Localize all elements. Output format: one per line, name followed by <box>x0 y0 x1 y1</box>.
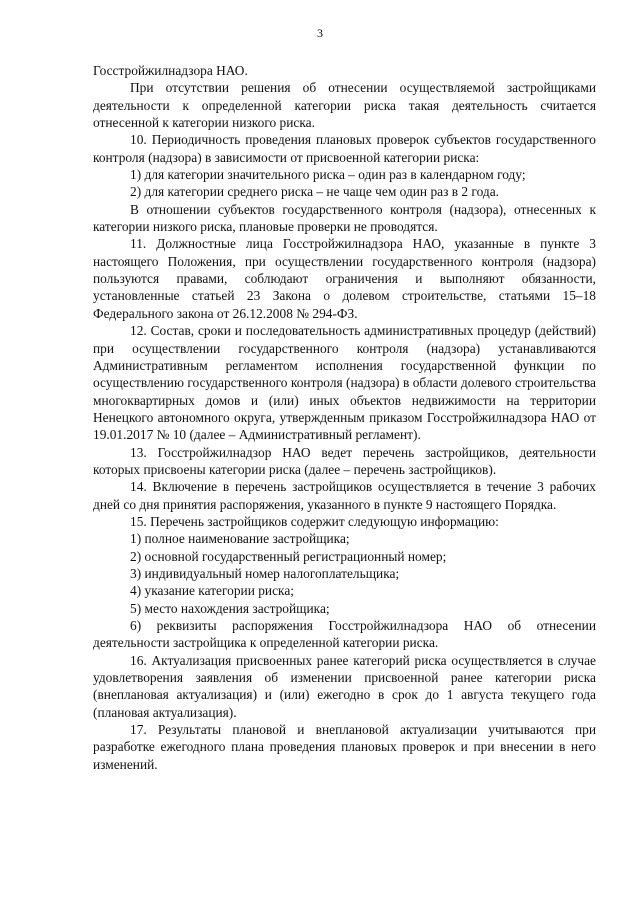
paragraph-continuation: Госстройжилнадзора НАО. <box>93 63 248 78</box>
paragraph-17-results: 17. Результаты плановой и внеплановой актуализации учитываются при разработке ежегодного плана проведения плановых проверок и при внесении в него изменений. <box>93 722 596 772</box>
page-number: 3 <box>317 26 323 40</box>
list-item-tax-id: 3) индивидуальный номер налогоплательщика; <box>130 565 400 581</box>
paragraph-14-inclusion: 14. Включение в перечень застройщиков осуществляется в течение 3 рабочих дней со дня принятия распоряжения, указанного в пункте 9 настоящего Порядка. <box>93 479 596 512</box>
list-item-location: 5) место нахождения застройщика; <box>130 600 330 616</box>
paragraph-15-list-contents: 15. Перечень застройщиков содержит следующую информацию: <box>130 513 499 529</box>
list-item-registration-number: 2) основной государственный регистрационный номер; <box>130 548 447 564</box>
list-item-order-details: 6) реквизиты распоряжения Госстройжилнадзора НАО об отнесении деятельности застройщика к определенной категории риска. <box>93 618 596 651</box>
list-item-medium-risk: 2) для категории среднего риска – не чаще чем один раз в 2 года. <box>130 184 499 200</box>
document-body <box>93 62 596 773</box>
list-item-significant-risk: 1) для категории значительного риска – один раз в календарном году; <box>130 167 526 183</box>
paragraph-default-low-risk: При отсутствии решения об отнесении осуществляемой застройщиками деятельности к определенной категории риска такая деятельность считается отнесенной к категории низкого риска. <box>93 80 596 131</box>
paragraph-12-administrative-regulation: 12. Состав, сроки и последовательность административных процедур (действий) при осуществлении государственного контроля (надзора) устанавливаются Административным регламентом исполнения государственной функции по осуществлению государственного контроля (надзора) в области долевого строительства многоквартирных домов и (или) иных объектов недвижимости на территории Ненецкого автономного округа, утвержденным приказом Госстройжилнадзора НАО от 19.01.2017 № 10 (далее – Административный регламент). <box>93 323 596 443</box>
paragraph-10-inspection-frequency: 10. Периодичность проведения плановых проверок субъектов государственного контроля (надзора) в зависимости от присвоенной категории риска: <box>93 132 596 165</box>
paragraph-13-developer-list: 13. Госстройжилнадзор НАО ведет перечень застройщиков, деятельности которых присвоены категории риска (далее – перечень застройщиков). <box>93 444 596 477</box>
paragraph-11-officials: 11. Должностные лица Госстройжилнадзора НАО, указанные в пункте 3 настоящего Положения, при осуществлении государственного контроля (надзора) пользуются правами, соблюдают ограничения и выполняют обязанности, установленные статьей 23 Закона о долевом строительстве, статьями 15–18 Федерального закона от 26.12.2008 № 294-ФЗ. <box>93 236 596 321</box>
paragraph-low-risk-no-inspections: В отношении субъектов государственного контроля (надзора), отнесенных к категории низкого риска, плановые проверки не проводятся. <box>93 201 596 235</box>
paragraph-16-actualization: 16. Актуализация присвоенных ранее категорий риска осуществляется в случае удовлетворения заявления об изменении присвоенной ранее категории риска (внеплановая актуализация) и (или) ежегодно в срок до 1 августа текущего года (плановая актуализация). <box>93 652 596 720</box>
list-item-risk-category: 4) указание категории риска; <box>130 583 294 599</box>
list-item-full-name: 1) полное наименование застройщика; <box>130 531 350 547</box>
